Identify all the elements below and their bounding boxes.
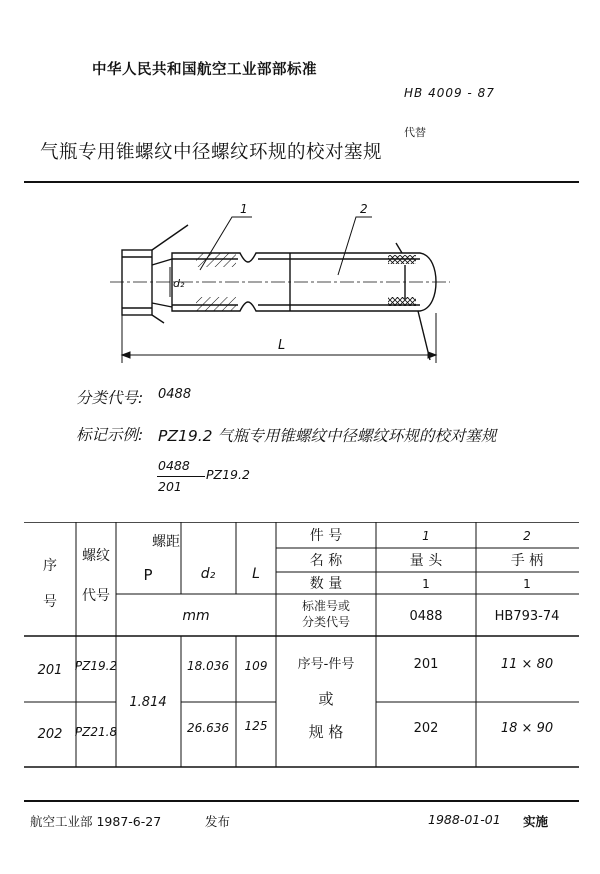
spec-label-3: 规 格	[308, 723, 344, 741]
header-pitch: 螺距	[152, 534, 180, 550]
gauge-head	[122, 250, 152, 315]
row2-seq: 202	[37, 727, 63, 742]
footer-divider	[24, 800, 579, 802]
part2-no: 2	[523, 529, 531, 543]
header-p: P	[143, 566, 153, 584]
dim-L-label: L	[278, 338, 286, 353]
header-seq-1: 序	[43, 558, 57, 574]
footer-issuer: 航空工业部 1987-6-27	[30, 814, 162, 829]
standard-number: HB 4009 - 87	[404, 86, 495, 100]
document-title: 气瓶专用锥螺纹中径螺纹环规的校对塞规	[40, 142, 383, 163]
spec-table	[24, 522, 579, 782]
name-label: 名 称	[309, 553, 343, 569]
row1-part2: 11 × 80	[500, 657, 554, 672]
row2-l: 125	[244, 719, 268, 733]
part1-no: 1	[422, 529, 430, 543]
organization-heading: 中华人民共和国航空工业部部标准	[92, 62, 317, 78]
classification-value: 0488	[158, 387, 192, 402]
spec-label-2: 或	[318, 690, 334, 708]
dim-d2-label: d₂	[173, 277, 185, 290]
row2-part2: 18 × 90	[500, 721, 554, 736]
footer-published: 发布	[205, 814, 231, 829]
header-unit: mm	[182, 608, 210, 624]
header-l: L	[252, 566, 260, 582]
header-divider	[24, 181, 579, 183]
header-d2: d₂	[200, 566, 216, 582]
row1-l: 109	[244, 659, 268, 673]
std-label-1: 标准号或	[301, 599, 351, 613]
marking-denominator: 201	[158, 479, 182, 494]
header-thread-2: 代号	[82, 588, 110, 604]
part2-std: HB793-74	[494, 609, 560, 624]
plug-gauge-drawing	[100, 195, 460, 370]
row1-d2: 18.036	[187, 659, 229, 673]
marking-numerator: 0488	[158, 458, 190, 473]
part-no-label: 件 号	[309, 528, 343, 544]
knurl-lower	[388, 297, 416, 306]
spec-label-1: 序号-件号	[297, 657, 355, 672]
part1-qty: 1	[422, 577, 430, 591]
footer-effective-date: 1988-01-01	[428, 812, 501, 827]
header-seq-2: 号	[43, 594, 57, 610]
pitch-shared: 1.814	[129, 695, 167, 710]
section-hatch-lower	[196, 297, 236, 311]
row1-part1: 201	[413, 657, 439, 672]
marking-suffix: PZ19.2	[206, 467, 250, 482]
part1-name: 量 头	[409, 553, 443, 569]
classification-label: 分类代号:	[76, 389, 144, 407]
part1-std: 0488	[409, 609, 443, 624]
marking-example-label: 标记示例:	[76, 426, 144, 444]
fraction-bar	[157, 476, 205, 477]
section-hatch-upper	[196, 253, 236, 267]
callout-2: 2	[360, 202, 368, 216]
row1-seq: 201	[37, 663, 63, 678]
row2-d2: 26.636	[187, 721, 229, 735]
footer-implement: 实施	[523, 814, 549, 829]
replaces-label: 代替	[404, 126, 426, 139]
part2-name: 手 柄	[510, 553, 544, 569]
std-label-2: 分类代号	[301, 615, 351, 629]
header-thread-1: 螺纹	[82, 548, 110, 564]
marking-example-value: PZ19.2 气瓶专用锥螺纹中径螺纹环规的校对塞规	[158, 427, 497, 445]
part2-qty: 1	[523, 577, 531, 591]
qty-label: 数 量	[309, 576, 343, 592]
knurl-upper	[388, 255, 416, 264]
row2-part1: 202	[413, 721, 439, 736]
callout-1: 1	[240, 202, 248, 216]
row2-thread: PZ21.8	[74, 725, 118, 739]
row1-thread: PZ19.2	[74, 659, 118, 673]
